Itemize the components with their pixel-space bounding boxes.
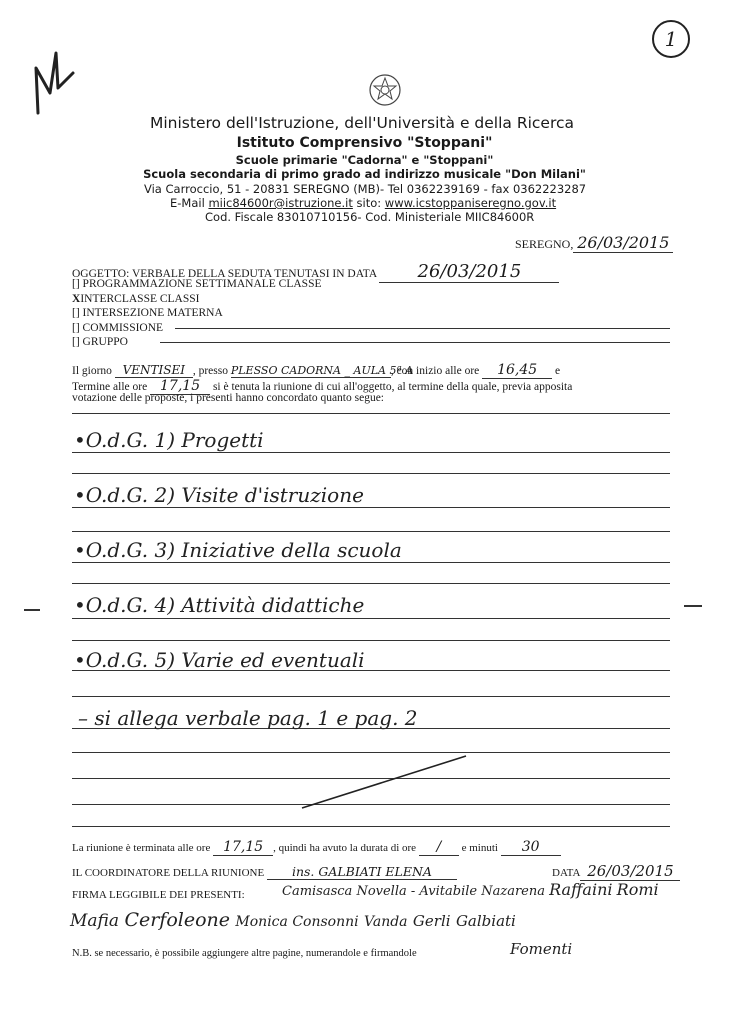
option-mark: []	[72, 321, 80, 334]
email-link[interactable]: miic84600r@istruzione.it	[208, 196, 353, 210]
coordinator-date-label: DATA	[552, 867, 581, 879]
subject-label: OGGETTO: VERBALE DELLA SEDUTA TENUTASI IN DATA	[72, 268, 377, 280]
meeting-line-1	[72, 362, 560, 379]
agenda-item-3: •O.d.G. 3) Iniziative della scuola	[74, 538, 402, 562]
option-interclasse	[72, 292, 322, 307]
ruled-line	[72, 473, 670, 474]
ruled-line	[72, 826, 670, 827]
email-label: E-Mail	[170, 196, 205, 210]
signature: Cerfoleone	[124, 909, 231, 931]
republic-emblem-icon	[368, 72, 402, 108]
address-line: Via Carroccio, 51 - 20831 SEREGNO (MB)- Tel 0362239169 - fax 0362223287	[144, 182, 587, 196]
agenda-item-5: •O.d.G. 5) Varie ed eventuali	[74, 648, 365, 672]
meeting-text: si è tenuta la riunione di cui all'oggetto, al termine della quale, previa apposita	[212, 381, 573, 393]
closing-end-label: La riunione è terminata alle ore	[72, 842, 211, 854]
attachment-note: – si allega verbale pag. 1 e pag. 2	[78, 706, 418, 730]
signature: Raffaini	[549, 880, 613, 899]
start-suffix: e	[555, 365, 561, 377]
ruled-line	[72, 452, 670, 453]
gruppo-line	[160, 342, 670, 343]
signature: Camisasca Novella	[282, 884, 407, 899]
option-programmazione	[72, 277, 322, 292]
institute-name: Istituto Comprensivo "Stoppani"	[236, 135, 493, 151]
coordinator-name: ins. GALBIATI ELENA	[267, 864, 457, 880]
signature: Galbiati	[455, 912, 516, 930]
ruled-line	[72, 583, 670, 584]
signature: Monica Consonni	[235, 914, 359, 930]
end-value: 17,15	[150, 378, 210, 395]
ruled-line	[72, 618, 670, 619]
site-link[interactable]: www.icstoppaniseregno.gov.it	[384, 196, 557, 210]
page-number-badge	[652, 20, 690, 58]
option-mark: X	[72, 292, 81, 305]
option-mark: []	[72, 336, 80, 348]
option-label: PROGRAMMAZIONE SETTIMANALE CLASSE	[82, 278, 322, 290]
agenda-item-2: •O.d.G. 2) Visite d'istruzione	[74, 483, 364, 507]
contact-line	[170, 196, 556, 210]
day-value: VENTISEI	[115, 363, 193, 378]
closing-line	[72, 839, 561, 856]
signature-row-1: Camisasca Novella - Avitabile Nazarena Raffaini Romi	[282, 880, 659, 899]
corner-scribble	[28, 48, 78, 118]
option-label: INTERCLASSE CLASSI	[80, 292, 200, 305]
agenda-item-4: •O.d.G. 4) Attività didattiche	[74, 593, 365, 617]
place-date-value: 26/03/2015	[573, 233, 673, 253]
ruled-line	[72, 413, 670, 414]
place-label-text: , presso	[192, 365, 228, 377]
option-mark: []	[72, 307, 80, 319]
option-intersezione	[72, 306, 322, 321]
coordinator-line	[72, 864, 457, 880]
signature-row-3	[510, 940, 572, 958]
signatures-label: FIRMA LEGGIBILE DEI PRESENTI:	[72, 889, 245, 901]
coordinator-date	[552, 862, 680, 881]
duration-label: , quindi ha avuto la durata di ore	[273, 842, 417, 854]
start-value: 16,45	[482, 362, 552, 379]
secondary-school: Scuola secondaria di primo grado ad indirizzo musicale "Don Milani"	[143, 167, 586, 181]
end-label: Termine alle ore	[72, 381, 148, 393]
option-label: COMMISSIONE	[82, 321, 164, 334]
ruled-line	[72, 531, 670, 532]
ruled-line	[72, 696, 670, 697]
ruled-line	[72, 562, 670, 563]
signature: Gerli	[412, 912, 451, 930]
signature: Romi	[616, 880, 659, 899]
signature: Avitabile Nazarena	[419, 884, 545, 899]
place-date	[515, 233, 673, 253]
ruled-line	[72, 640, 670, 641]
page-number: 1	[664, 27, 678, 51]
minutes-label: e minuti	[461, 842, 498, 854]
ruled-line	[72, 507, 670, 508]
ministry-title: Ministero dell'Istruzione, dell'Università e della Ricerca	[150, 114, 575, 132]
agenda-item-1: •O.d.G. 1) Progetti	[74, 428, 264, 452]
cancel-stroke	[300, 752, 470, 812]
day-label: Il giorno	[72, 365, 112, 377]
subject-date: 26/03/2015	[379, 261, 559, 283]
coordinator-date-value: 26/03/2015	[580, 862, 680, 881]
signature: Vanda	[364, 914, 408, 930]
duration-hours: /	[419, 839, 459, 856]
primary-schools: Scuole primarie "Cadorna" e "Stoppani"	[235, 153, 494, 167]
option-label: INTERSEZIONE MATERNA	[82, 307, 223, 319]
margin-mark-right	[684, 605, 702, 607]
signature: Mafia	[70, 911, 120, 931]
coordinator-label: IL COORDINATORE DELLA RIUNIONE	[72, 867, 265, 879]
margin-mark-left	[24, 609, 40, 611]
start-label: , con inizio alle ore	[390, 365, 480, 377]
site-label: sito:	[356, 196, 382, 210]
option-label: GRUPPO	[82, 336, 128, 348]
meeting-line-3: votazione delle proposte, i presenti hanno concordato quanto segue:	[72, 392, 384, 404]
signature: Fomenti	[510, 940, 573, 958]
signature-row-2	[70, 909, 516, 931]
minutes-value: 30	[501, 839, 561, 856]
place-label: SEREGNO,	[515, 237, 574, 251]
commissione-line	[175, 328, 670, 329]
option-mark: []	[72, 278, 80, 290]
footnote: N.B. se necessario, è possibile aggiungere altre pagine, numerandole e firmandole	[72, 948, 417, 959]
options-list	[72, 277, 322, 350]
codes-line: Cod. Fiscale 83010710156- Cod. Ministeriale MIIC84600R	[205, 210, 535, 224]
closing-end-value: 17,15	[213, 839, 273, 856]
place-value: PLESSO CADORNA _ AULA 5ª A	[230, 364, 414, 377]
